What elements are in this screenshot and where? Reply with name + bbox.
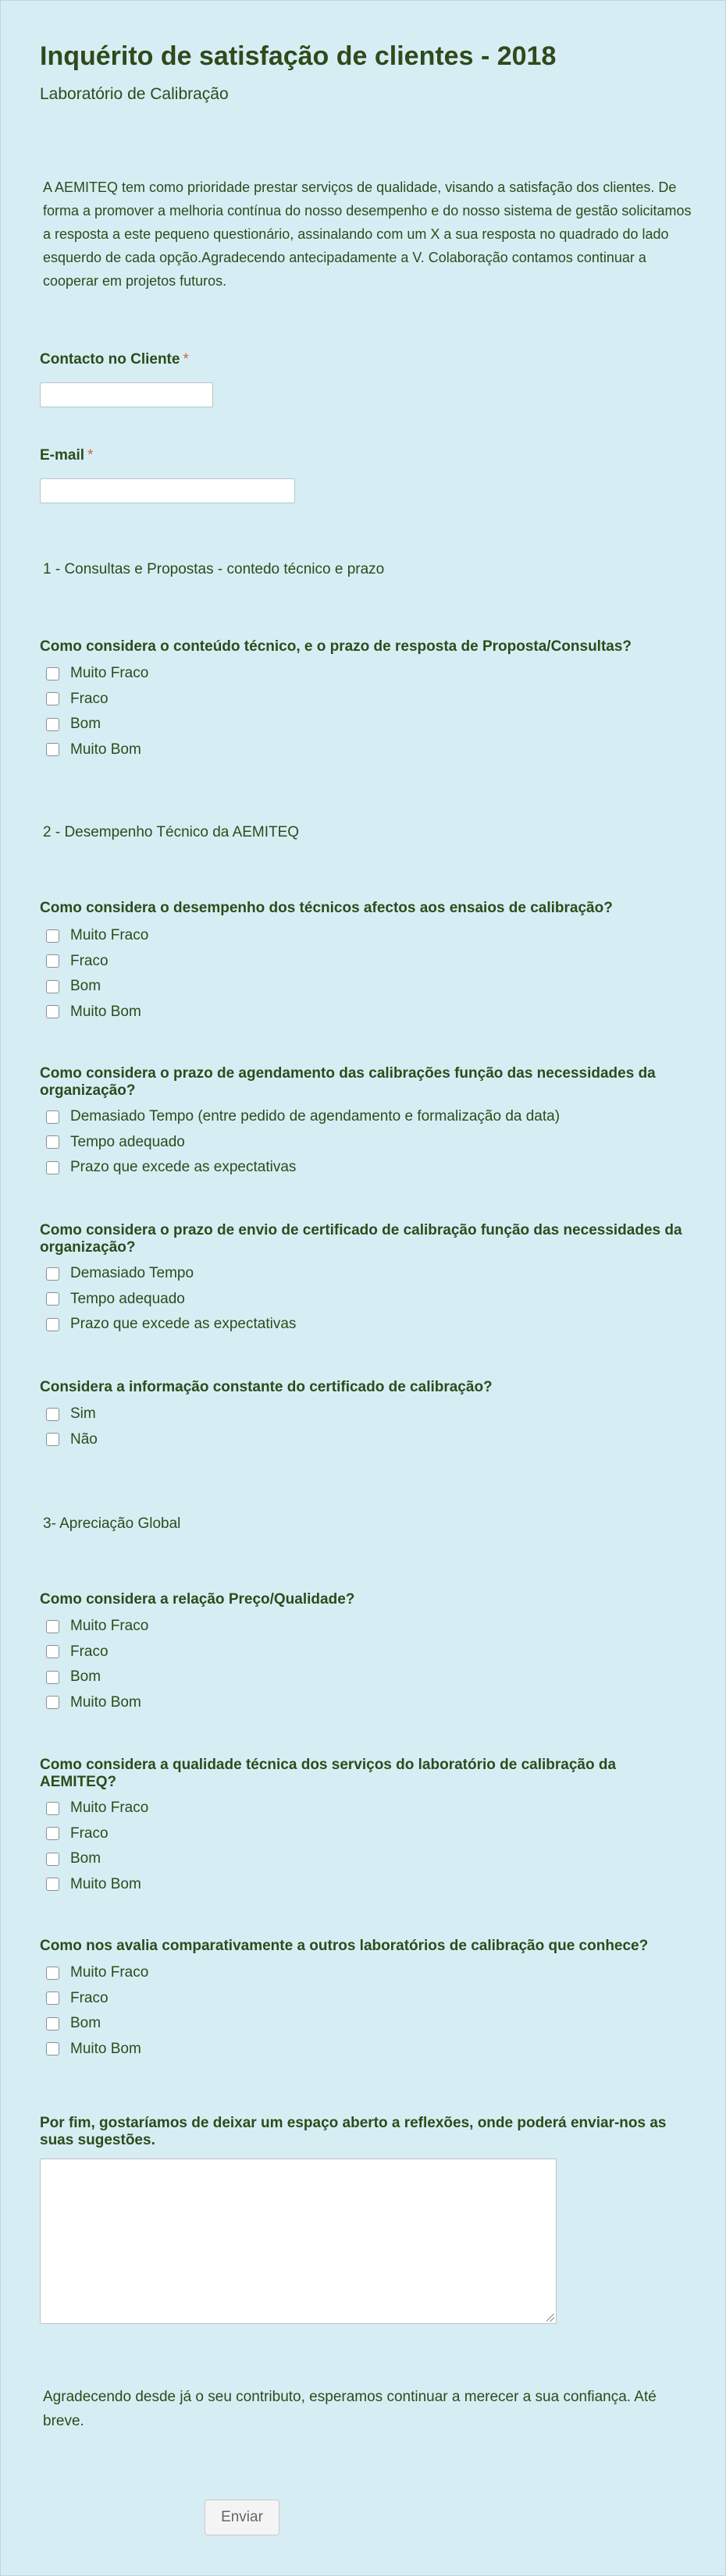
submit-button[interactable]: Enviar [205, 2500, 279, 2535]
option-label: Muito Bom [70, 1875, 141, 1892]
option-label: Fraco [70, 1989, 109, 2006]
checkbox[interactable] [46, 929, 59, 943]
option-item[interactable] [46, 1665, 148, 1690]
checkbox[interactable] [46, 743, 59, 756]
option-item[interactable] [46, 1130, 560, 1156]
checkbox[interactable] [46, 1802, 59, 1815]
options-group [46, 1796, 148, 1897]
option-item[interactable] [46, 687, 148, 712]
option-item[interactable] [46, 1821, 148, 1847]
question-label: Como considera o prazo de envio de certificado de calibração função das necessidades da organização? [40, 1222, 682, 1256]
option-label: Tempo adequado [70, 1290, 185, 1307]
option-item[interactable] [46, 923, 148, 949]
closing-message: Agradecendo desde já o seu contributo, esperamos continuar a merecer a sua confiança. Até breve. [43, 2389, 657, 2429]
checkbox[interactable] [46, 1967, 59, 1980]
option-label: Bom [70, 978, 101, 995]
option-item[interactable] [46, 2037, 148, 2063]
option-item[interactable] [46, 1427, 98, 1453]
checkbox[interactable] [46, 1318, 59, 1331]
email-label [40, 447, 93, 464]
options-group [46, 1402, 98, 1452]
option-label: Muito Bom [70, 2040, 141, 2057]
option-label: Prazo que excede as expectativas [70, 1316, 297, 1333]
option-item[interactable] [46, 1287, 296, 1313]
option-label: Tempo adequado [70, 1133, 185, 1150]
option-label: Bom [70, 2015, 101, 2032]
option-label: Demasiado Tempo [70, 1265, 194, 1282]
option-item[interactable] [46, 949, 148, 975]
options-group [46, 923, 148, 1025]
option-item[interactable] [46, 1261, 296, 1287]
checkbox[interactable] [46, 692, 59, 705]
feedback-label: Por fim, gostaríamos de deixar um espaço aberto a reflexões, onde poderá enviar-nos as suas sugestões. [40, 2115, 667, 2148]
option-item[interactable] [46, 2011, 148, 2037]
option-item[interactable] [46, 1402, 98, 1427]
option-label: Fraco [70, 1825, 109, 1842]
feedback-textarea[interactable] [40, 2159, 557, 2324]
option-item[interactable] [46, 1846, 148, 1872]
option-item[interactable] [46, 1614, 148, 1640]
option-item[interactable] [46, 1690, 148, 1716]
option-label: Fraco [70, 952, 109, 969]
contact-input[interactable] [40, 382, 213, 407]
section-heading: 1 - Consultas e Propostas - contedo técnico e prazo [43, 561, 385, 577]
option-label: Bom [70, 1850, 101, 1867]
checkbox[interactable] [46, 980, 59, 993]
resize-handle-icon[interactable] [546, 2314, 554, 2322]
option-item[interactable] [46, 1960, 148, 1986]
option-item[interactable] [46, 1986, 148, 2012]
checkbox[interactable] [46, 1110, 59, 1124]
question-label: Como nos avalia comparativamente a outros laboratórios de calibração que conhece? [40, 1938, 649, 1954]
checkbox[interactable] [46, 1696, 59, 1709]
checkbox[interactable] [46, 1671, 59, 1684]
checkbox[interactable] [46, 1620, 59, 1633]
option-item[interactable] [46, 1312, 296, 1338]
checkbox[interactable] [46, 718, 59, 731]
checkbox[interactable] [46, 1433, 59, 1446]
checkbox[interactable] [46, 2042, 59, 2055]
option-label: Muito Fraco [70, 1618, 149, 1635]
option-item[interactable] [46, 974, 148, 1000]
option-label: Sim [70, 1405, 96, 1423]
checkbox[interactable] [46, 2017, 59, 2031]
checkbox[interactable] [46, 1853, 59, 1866]
checkbox[interactable] [46, 1161, 59, 1174]
option-item[interactable] [46, 712, 148, 737]
checkbox[interactable] [46, 1267, 59, 1281]
option-item[interactable] [46, 1155, 560, 1181]
checkbox[interactable] [46, 1878, 59, 1891]
options-group [46, 1261, 296, 1338]
question-label: Como considera o desempenho dos técnicos afectos aos ensaios de calibração? [40, 900, 613, 916]
checkbox[interactable] [46, 1408, 59, 1421]
checkbox[interactable] [46, 1005, 59, 1018]
required-mark: * [87, 447, 94, 464]
question-label: Como considera a relação Preço/Qualidade? [40, 1591, 355, 1608]
option-label: Muito Fraco [70, 1964, 149, 1981]
options-group [46, 1960, 148, 2062]
required-mark: * [183, 351, 189, 368]
option-label: Fraco [70, 1643, 109, 1660]
question-label: Como considera o conteúdo técnico, e o prazo de resposta de Proposta/Consultas? [40, 638, 632, 655]
option-label: Não [70, 1430, 98, 1448]
option-label: Muito Fraco [70, 1800, 149, 1817]
checkbox[interactable] [46, 1292, 59, 1306]
checkbox[interactable] [46, 667, 59, 680]
option-item[interactable] [46, 1872, 148, 1898]
option-label: Fraco [70, 690, 109, 707]
section-heading: 3- Apreciação Global [43, 1515, 181, 1532]
option-label: Muito Bom [70, 741, 141, 758]
options-group [46, 661, 148, 762]
option-item[interactable] [46, 1796, 148, 1821]
question-label: Como considera a qualidade técnica dos serviços do laboratório de calibração da AEMITEQ? [40, 1757, 617, 1790]
question-label: Considera a informação constante do certificado de calibração? [40, 1379, 493, 1395]
option-label: Muito Fraco [70, 927, 149, 944]
contact-label [40, 351, 189, 368]
checkbox[interactable] [46, 1135, 59, 1149]
options-group [46, 1104, 560, 1181]
option-label: Bom [70, 1668, 101, 1686]
option-label: Muito Bom [70, 1003, 141, 1020]
option-item[interactable] [46, 1000, 148, 1025]
option-label: Bom [70, 716, 101, 733]
checkbox[interactable] [46, 954, 59, 968]
form-subtitle: Laboratório de Calibração [40, 85, 229, 103]
form-title: Inquérito de satisfação de clientes - 2018 [40, 41, 557, 71]
contact-label-text: Contacto no Cliente [40, 351, 180, 368]
option-item[interactable] [46, 1104, 560, 1130]
option-label: Muito Fraco [70, 665, 149, 682]
option-label: Prazo que excede as expectativas [70, 1159, 297, 1176]
option-item[interactable] [46, 1640, 148, 1665]
question-label: Como considera o prazo de agendamento das calibrações função das necessidades da organização? [40, 1065, 656, 1099]
section-heading: 2 - Desempenho Técnico da AEMITEQ [43, 824, 300, 840]
option-item[interactable] [46, 737, 148, 763]
checkbox[interactable] [46, 1992, 59, 2005]
email-label-text: E-mail [40, 447, 85, 464]
option-label: Demasiado Tempo (entre pedido de agendamento e formalização da data) [70, 1108, 561, 1125]
option-label: Muito Bom [70, 1693, 141, 1711]
intro-paragraph: A AEMITEQ tem como prioridade prestar serviços de qualidade, visando a satisfação dos clientes. De forma a promover a melhoria contínua do nosso desempenho e do nosso sistema de gestão solicitamos a resposta a este pequeno questionário, assinalando com um X a sua resposta no quadrado do lado esquerdo de cada opção.Agradecendo antecipadamente a V. Colaboração contamos continuar a cooperar em projetos futuros. [43, 179, 692, 289]
option-item[interactable] [46, 661, 148, 687]
checkbox[interactable] [46, 1827, 59, 1840]
email-input[interactable] [40, 478, 295, 503]
options-group [46, 1614, 148, 1715]
checkbox[interactable] [46, 1645, 59, 1658]
